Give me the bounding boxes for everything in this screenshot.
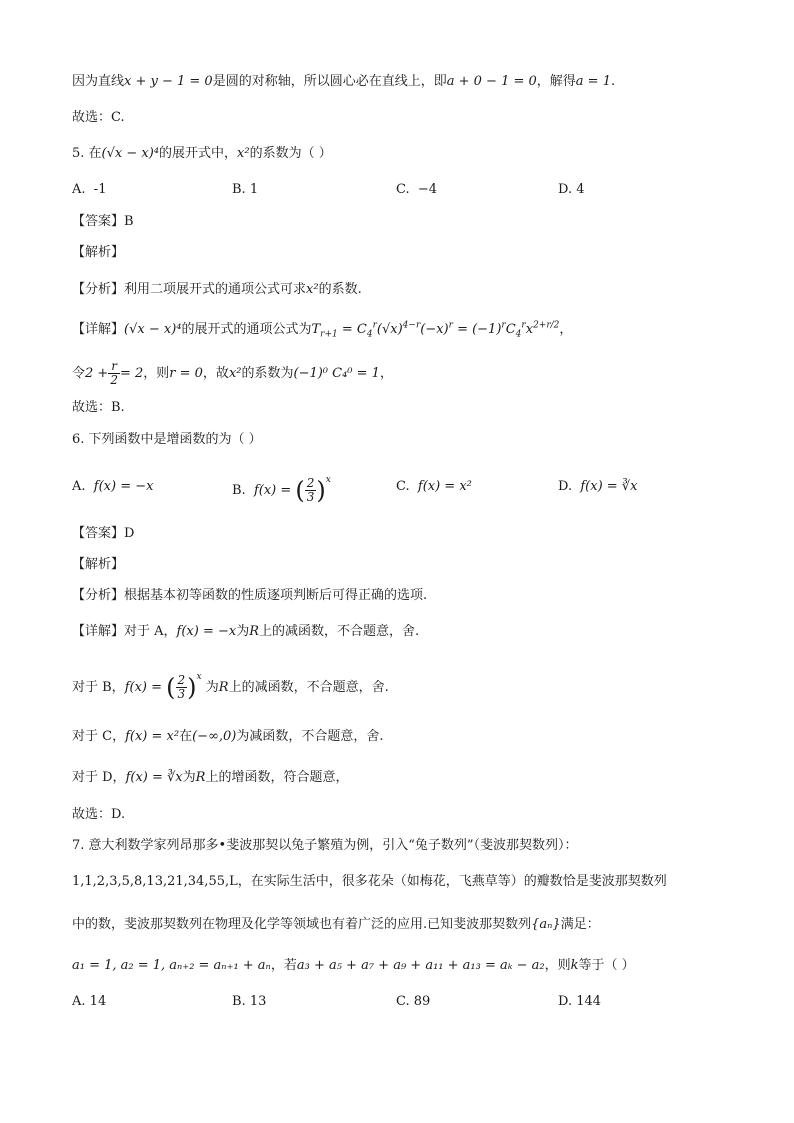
sequence: 1,1,2,3,5,8,13,21,34,55,L xyxy=(72,874,238,889)
text: 的展开式中， xyxy=(159,146,238,161)
q7-option-d xyxy=(558,992,601,1012)
q6-detail-d xyxy=(72,768,348,788)
prev-solution-line xyxy=(72,72,615,92)
option-value: f(x) = −x xyxy=(93,479,154,494)
center-equation: a + 0 − 1 = 0 xyxy=(446,74,537,89)
option-label: C. xyxy=(396,994,410,1009)
variable: x² xyxy=(237,146,250,161)
denominator: 3 xyxy=(306,490,315,504)
option-value: f(x) = xyxy=(253,483,296,498)
option-label: C. xyxy=(396,479,410,494)
option-label: A. xyxy=(72,479,86,494)
text: 对于 C， xyxy=(72,729,126,744)
fenxi-tag: 【分析】 xyxy=(72,588,125,603)
option-label: D. xyxy=(558,994,573,1009)
q5-analysis-tag: 【解析】 xyxy=(72,245,125,260)
exponent: x xyxy=(325,475,331,485)
numerator: 2 xyxy=(306,476,315,490)
q5-let-line xyxy=(72,360,393,387)
expression: (√x − x)⁴ xyxy=(101,146,160,161)
equation-part: = 2 xyxy=(119,366,144,381)
text: ，则 xyxy=(544,958,571,973)
text: ，则 xyxy=(143,366,170,381)
text: 根据基本初等函数的性质逐项判断后可得正确的选项. xyxy=(124,588,428,603)
option-value: −4 xyxy=(417,182,438,197)
coefficient-result: (−1)⁰ C₄⁰ = 1 xyxy=(293,366,380,381)
fraction xyxy=(176,674,188,701)
real-set: R xyxy=(195,770,206,785)
q7-option-c xyxy=(396,992,430,1012)
option-label: B. xyxy=(232,182,246,197)
text: ，解得 xyxy=(536,74,576,89)
option-label: D. xyxy=(558,479,573,494)
option-value: 13 xyxy=(249,994,267,1009)
k-variable: k xyxy=(570,958,579,973)
recurrence: a₁ = 1, a₂ = 1, aₙ₊₂ = aₙ₊₁ + aₙ xyxy=(72,958,271,973)
denominator: 2 xyxy=(110,373,118,387)
text: 的展开式的通项公式为 xyxy=(181,322,312,337)
q6-fenxi xyxy=(72,586,427,606)
fenxi-tag: 【分析】 xyxy=(72,282,125,297)
text: 令 xyxy=(72,366,86,381)
q7-option-b xyxy=(232,992,266,1012)
text: 因为直线 xyxy=(72,74,125,89)
xiangjie-tag: 【详解】 xyxy=(72,322,125,337)
condition: a₃ + a₅ + a₇ + a₉ + a₁₁ + a₁₃ = aₖ − a₂ xyxy=(296,958,545,973)
option-label: B. xyxy=(232,483,246,498)
text: 为 xyxy=(205,680,219,695)
text: 对于 B， xyxy=(72,680,125,695)
text: 上的减函数，不合题意，舍. xyxy=(259,624,420,639)
text: 上的减函数，不合题意，舍. xyxy=(228,680,389,695)
text: 满足： xyxy=(560,917,600,932)
text: ，故 xyxy=(202,366,229,381)
q6-detail-c xyxy=(72,727,384,747)
variable: x² xyxy=(228,366,242,381)
exponent: x xyxy=(196,672,202,682)
answer-tag: 【答案】 xyxy=(72,214,125,229)
q6-option-c xyxy=(396,477,472,497)
option-label: B. xyxy=(232,994,246,1009)
expression: (√x − x)⁴ xyxy=(124,322,182,337)
q5-option-d xyxy=(558,180,585,200)
q5-option-c xyxy=(396,180,437,200)
r-value: r = 0 xyxy=(169,366,203,381)
q5-choose: 故选：B. xyxy=(72,400,125,415)
answer-value: B xyxy=(124,214,134,229)
real-set: R xyxy=(218,680,229,695)
q6-stem: 6. 下列函数中是增函数的为（ ） xyxy=(72,432,262,447)
option-value: f(x) = x² xyxy=(417,479,472,494)
q7-stem-line2 xyxy=(72,872,667,892)
text: 的系数为（ ） xyxy=(249,146,332,161)
text: ， xyxy=(559,322,573,337)
fraction xyxy=(305,477,317,504)
option-value: 144 xyxy=(576,994,602,1009)
q5-fenxi xyxy=(72,280,362,300)
option-label: C. xyxy=(396,182,410,197)
text: . xyxy=(610,74,616,89)
text: ， xyxy=(379,366,393,381)
q5-option-a xyxy=(72,180,106,200)
fraction xyxy=(108,360,120,387)
text: 利用二项展开式的通项公式可求 xyxy=(124,282,307,297)
q7-option-a xyxy=(72,992,106,1012)
expression: f(x) = ∛x xyxy=(125,770,183,785)
real-set: R xyxy=(249,624,260,639)
denominator: 3 xyxy=(177,687,186,701)
q5-answer xyxy=(72,212,134,232)
q6-detail-b: 对于 B，f(x) = ( $\frac{2}{3}$ )$^x$ 为R上的减函数，不合题意，舍. xyxy=(72,672,389,702)
text: 的系数为 xyxy=(241,366,294,381)
numerator: r xyxy=(108,360,120,374)
q6-option-a xyxy=(72,477,153,497)
text: 等于（ ） xyxy=(578,958,635,973)
text: 为 xyxy=(236,624,250,639)
q7-stem-line1: 7. 意大利数学家列昂那多•斐波那契以兔子繁殖为例，引入“兔子数列”（斐波那契数列）： xyxy=(72,838,578,853)
text: 对于 A， xyxy=(124,624,177,639)
option-label: A. xyxy=(72,994,86,1009)
text: 是圆的对称轴，所以圆心必在直线上，即 xyxy=(212,74,447,89)
text: 对于 D， xyxy=(72,770,126,785)
option-value: -1 xyxy=(93,182,107,197)
option-value: f(x) = ∛x xyxy=(580,479,638,494)
q5-option-b xyxy=(232,180,258,200)
q6-detail-a xyxy=(72,622,419,642)
expression: f(x) = −x xyxy=(176,624,237,639)
q6-option-b: B. f(x) = ( $\frac{2}{3}$ )$^x$ xyxy=(232,475,331,505)
general-term-formula: $T_{r+1} = C_4^r(√x)^{4-r}(-x)^r = (-1)^rC_4^rx^{2+r/2}$ xyxy=(311,320,560,340)
sequence-set: {aₙ} xyxy=(531,917,561,932)
xiangjie-tag: 【详解】 xyxy=(72,624,125,639)
text: 的系数. xyxy=(318,282,362,297)
q5-xiangjie xyxy=(72,320,572,340)
option-label: A. xyxy=(72,182,86,197)
numerator: 2 xyxy=(177,673,186,687)
text: 在 xyxy=(179,729,193,744)
text: 为 xyxy=(182,770,196,785)
q7-stem-line4 xyxy=(72,956,635,976)
text: 上的增函数，符合题意， xyxy=(205,770,349,785)
text: 5. 在 xyxy=(72,146,102,161)
expression: f(x) = xyxy=(124,680,167,695)
result-equation: a = 1 xyxy=(575,74,611,89)
text: ，在实际生活中，很多花朵（如梅花，飞燕草等）的瓣数恰是斐波那契数列 xyxy=(237,874,667,889)
option-value: 14 xyxy=(89,994,107,1009)
variable: x² xyxy=(306,282,319,297)
q6-answer xyxy=(72,524,134,544)
text: 为减函数，不合题意，舍. xyxy=(236,729,384,744)
equation-part: 2 + xyxy=(85,366,109,381)
prev-choose: 故选：C. xyxy=(72,110,125,125)
q7-stem-line3 xyxy=(72,915,600,935)
expression: f(x) = x² xyxy=(125,729,180,744)
option-value: 89 xyxy=(413,994,431,1009)
q5-stem xyxy=(72,144,332,164)
text: ，若 xyxy=(270,958,297,973)
answer-tag: 【答案】 xyxy=(72,526,125,541)
q6-analysis-tag: 【解析】 xyxy=(72,557,125,572)
text: 中的数，斐波那契数列在物理及化学等领域也有着广泛的应用.已知斐波那契数列 xyxy=(72,917,532,932)
q6-choose: 故选：D. xyxy=(72,807,126,822)
line-equation: x + y − 1 = 0 xyxy=(124,74,213,89)
option-value: 1 xyxy=(249,182,259,197)
interval: (−∞,0) xyxy=(192,729,237,744)
option-label: D. xyxy=(558,182,573,197)
option-value: 4 xyxy=(576,182,585,197)
answer-value: D xyxy=(124,526,135,541)
q6-option-d xyxy=(558,477,637,497)
